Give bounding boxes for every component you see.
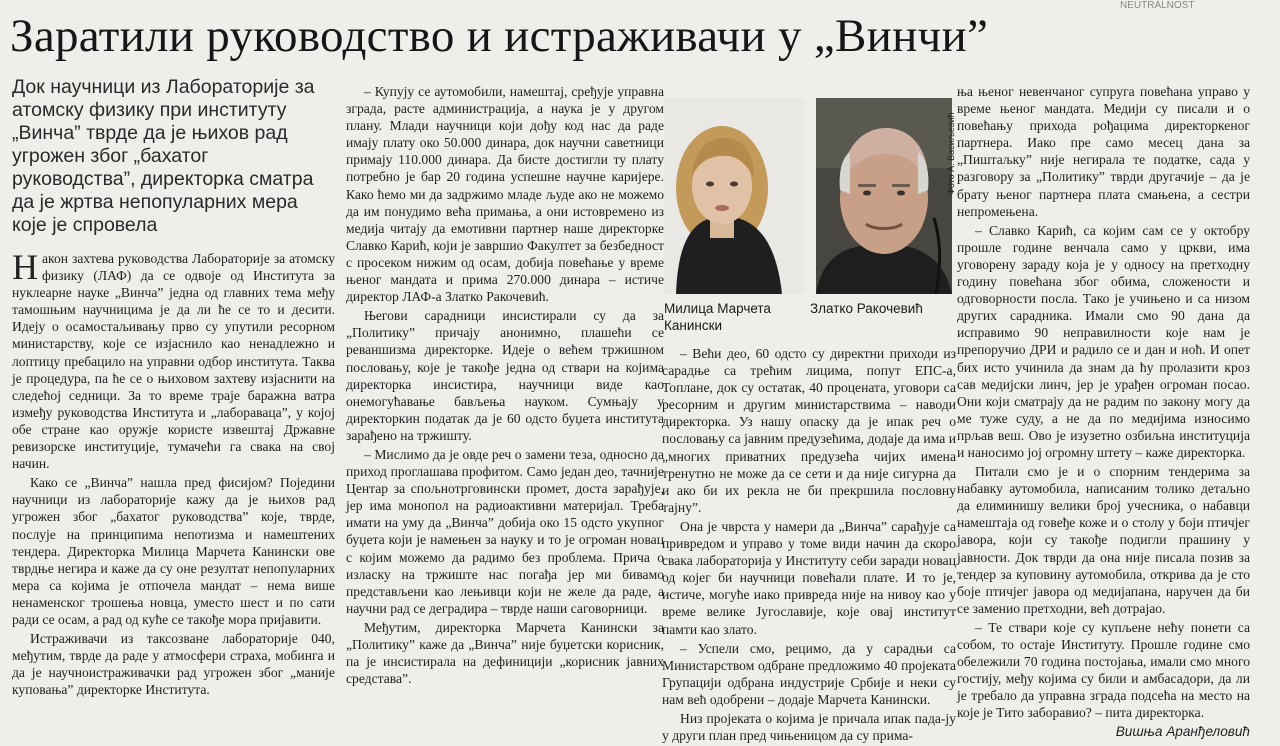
paragraph: – Успели смо, рецимо, да у сарадњи са Министарством одбране предложимо 40 пројеката Групацији одбрана индустрије Србије и неки су нам већ одобрени – додаје Марчета Канински.: [662, 640, 956, 707]
portrait-man-image: [816, 98, 952, 294]
paragraph: – Мислимо да је овде реч о замени теза, односно да приход проглашава профитом. Само један део, тачније Центар за спољнотрговински промет, доста зарађује, јер има монопол на радиоактивни материјал. Треба имати на уму да „Винча” добија око 15 одсто укупног буџета који је намењен за науку и то је огроман новац с којим можемо да радимо без проблема. Прича о изласку на тржиште нас погађа јер ми бивамо представљени као лењивци који не желе да раде, а научни рад се деградира – тврде наши саговорници.: [346, 446, 664, 616]
corner-fragment: NEUTRALNOST: [1120, 0, 1195, 11]
photo-milica-marceta-kaninski: [664, 98, 804, 294]
drop-cap: Н: [12, 247, 38, 287]
paragraph: Она је чврста у намери да „Винча” сарађује са привредом и управо у томе види начин да скоро свака лабораторија у Институту себи заради новац од којег би научници повећали плате. И то је, истиче, могуће иако привреда није на нивоу као у време велике Југославије, које овај институт памти као злато.: [662, 518, 956, 637]
paragraph: – Купују се аутомобили, намештај, сређује управна зграда, расте администрација, а наука је у другом плану. Млади научници који дођу код нас да раде имају плату око 50.000 динара, док научни саветници примају 110.000 динара. Да бисте достигли ту плату потребно је бар 20 година успешне научне каријере. Како ћемо ми да задржимо младе људе ако не можемо да им понудимо већа примања, а они истовремено из медија читају да емотивни партнер наше директорке Славко Карић, који је завршио Факултет за безбедност с просеком нижим од осам, добија повећање у време њеног мандата и прима 270.000 динара – истиче директор ЛАФ-а Златко Ракочевић.: [346, 84, 664, 305]
portrait-woman-image: [664, 98, 804, 294]
paragraph: Међутим, директорка Марчета Канински за „Политику” каже да „Винча” није буџетски корисник, па је инсистирала на дефиницији „корисник јавних средстава”.: [346, 619, 664, 687]
paragraph: – Славко Карић, са којим сам се у октобру прошле године венчала само у цркви, има уговорену зараду која је у односу на претходну годину повећана због обима, сложености и одговорности посла. Тако је учињено и са низом других сарадника. Имали смо 90 дана да исправимо 90 неправилности које нам је препоручио ДРИ и радило се и дан и ноћ. И опет бих исто учинила да знам да ћу пролазити кроз сав медијски линч, јер је урађен огроман посао. Они који сматрају да не радим по закону могу да ме туже суду, а не да по медијима износимо прљав веш. Ово је изузетно озбиљна институција и наносимо јој огромну штету – каже директорка.: [957, 222, 1250, 460]
photo-credit: Фото А. Васиљевић: [946, 112, 956, 195]
caption-photo-1: Милица Марчета Канински: [664, 301, 771, 333]
paragraph: Низ пројеката о којима је причала ипак пада-ју у други план пред чињеницом да су прима-: [662, 710, 956, 744]
paragraph-text: акон захтева руководства Лабораторије за атомску физику (ЛАФ) да се одвоје од Института за нуклеарне науке „Винча” једна од главних тема међу тамошњим научницима је да ли ће се то и десити. Идеју о осамостаљивању прво су упутили ресорном министарству, које се изјаснило као ненадлежно и лоптицу пребацило на управни одбор института. Таква је процедура, па ће се о њиховом захтеву изјаснити на следећој седници. За то време траје баражна ватра између руководства Института и „лабораваца”, у којој обе стране као оружје користе извештај Државне ревизорске институције, тумачећи га свака на свој начин.: [12, 251, 335, 472]
paragraph: Његови сарадници инсистирали су да за „Политику” причају анонимно, плашећи се реваншизма директорке. Идеје о већем тржишном пословању, које је такође једна од ствари на којима директорка инсистира, научници виде као онемогућавање бављења науком. Сумњају у директоркин податак да је 60 одсто буџета института зарађено на тржишту.: [346, 308, 664, 443]
paragraph: [12, 247, 335, 472]
article-column-3: [662, 345, 956, 746]
article-column-1: [12, 247, 335, 700]
author-signature: Вишња Аранђеловић: [1115, 724, 1250, 740]
article-column-4: [957, 83, 1250, 741]
paragraph: – Већи део, 60 одсто су директни приходи из сарадње са трећим лицима, попут ЕПС-а, Топлане, док су остатак, 40 процената, уговори са ресорним и другим министарствима – наводи директорка. Уз нашу опаску да је ипак реч о пословању са јавним предузећима, додаје да има и „многих приватних предузећа чијих имена тренутно не може да се сети и да није сигурна да и ако би их рекла не би прекршила пословну тајну”.: [662, 346, 956, 515]
caption-photo-2: Златко Ракочевић: [810, 301, 923, 316]
article-headline: Заратили руководство и истраживачи у „Винчи”: [10, 10, 989, 62]
paragraph: – Те ствари које су купљене нећу понети са собом, то остаје Институту. Прошле године смо обележили 70 година постојања, имали смо много гостију, међу којима су били и амбасадори, да ли је требало да управна зграда подсећа на место на које је Тито заборавио? – пита директорка.: [957, 619, 1250, 721]
paragraph: Истраживачи из таксозване лабораторије 040, међутим, тврде да раде у атмосфери страха, мобинга и да је научноистраживачки рад угрожен због „маније куповања” директорке Института.: [12, 631, 335, 698]
paragraph: ња њеног невенчаног супруга повећана управо у време њеног мандата. Медији су писали и о повећању прихода рођацима директоркеног партнера. Иако пре само месец дана за „Пиштаљку” није негирала те податке, сада у разговору за „Политику” тврди другачије – да је брату њеног партнера плата смањена, а сестри непромењена.: [957, 84, 1250, 219]
article-lead: Док научници из Лабораторије за атомску физику при институту „Винча” тврде да је њихов рад угрожен због „бахатог руководства”, директорка сматра да је жртва непопуларних мера које је спровела: [12, 76, 315, 236]
paragraph: Питали смо је и о спорним тендерима за набавку аутомобила, написаним толико детаљно да елиминишу велики број учесника, о набавци намештаја од говеђе коже и о столу у боји птичјег јавора, који су такође подигли прашину у јавности. Док тврди да она није писала позив за тендер за куповину аутомобила, открива да је сто боје птичјег јавора од медијапана, наручен да би се заменио претходни, већ дотрајао.: [957, 464, 1250, 616]
paragraph: Како се „Винча” нашла пред фисијом? Поједини научници из лабораторије кажу да је њихов рад угрожен због „бахатог руководства” које, тврде, послује на принципима непотизма и намештених тендера. Директорка Милица Марчета Канински ове тврдње негира и каже да су оне резултат непопуларних мера са којима је отпочела мандат – нема више ненаменског трошења новца, уместо шест и по сати ради се осам, а рад од куће се такође мора пријавити.: [12, 475, 335, 627]
article-column-2: [346, 83, 664, 689]
photo-zlatko-rakocevic: [816, 98, 952, 294]
